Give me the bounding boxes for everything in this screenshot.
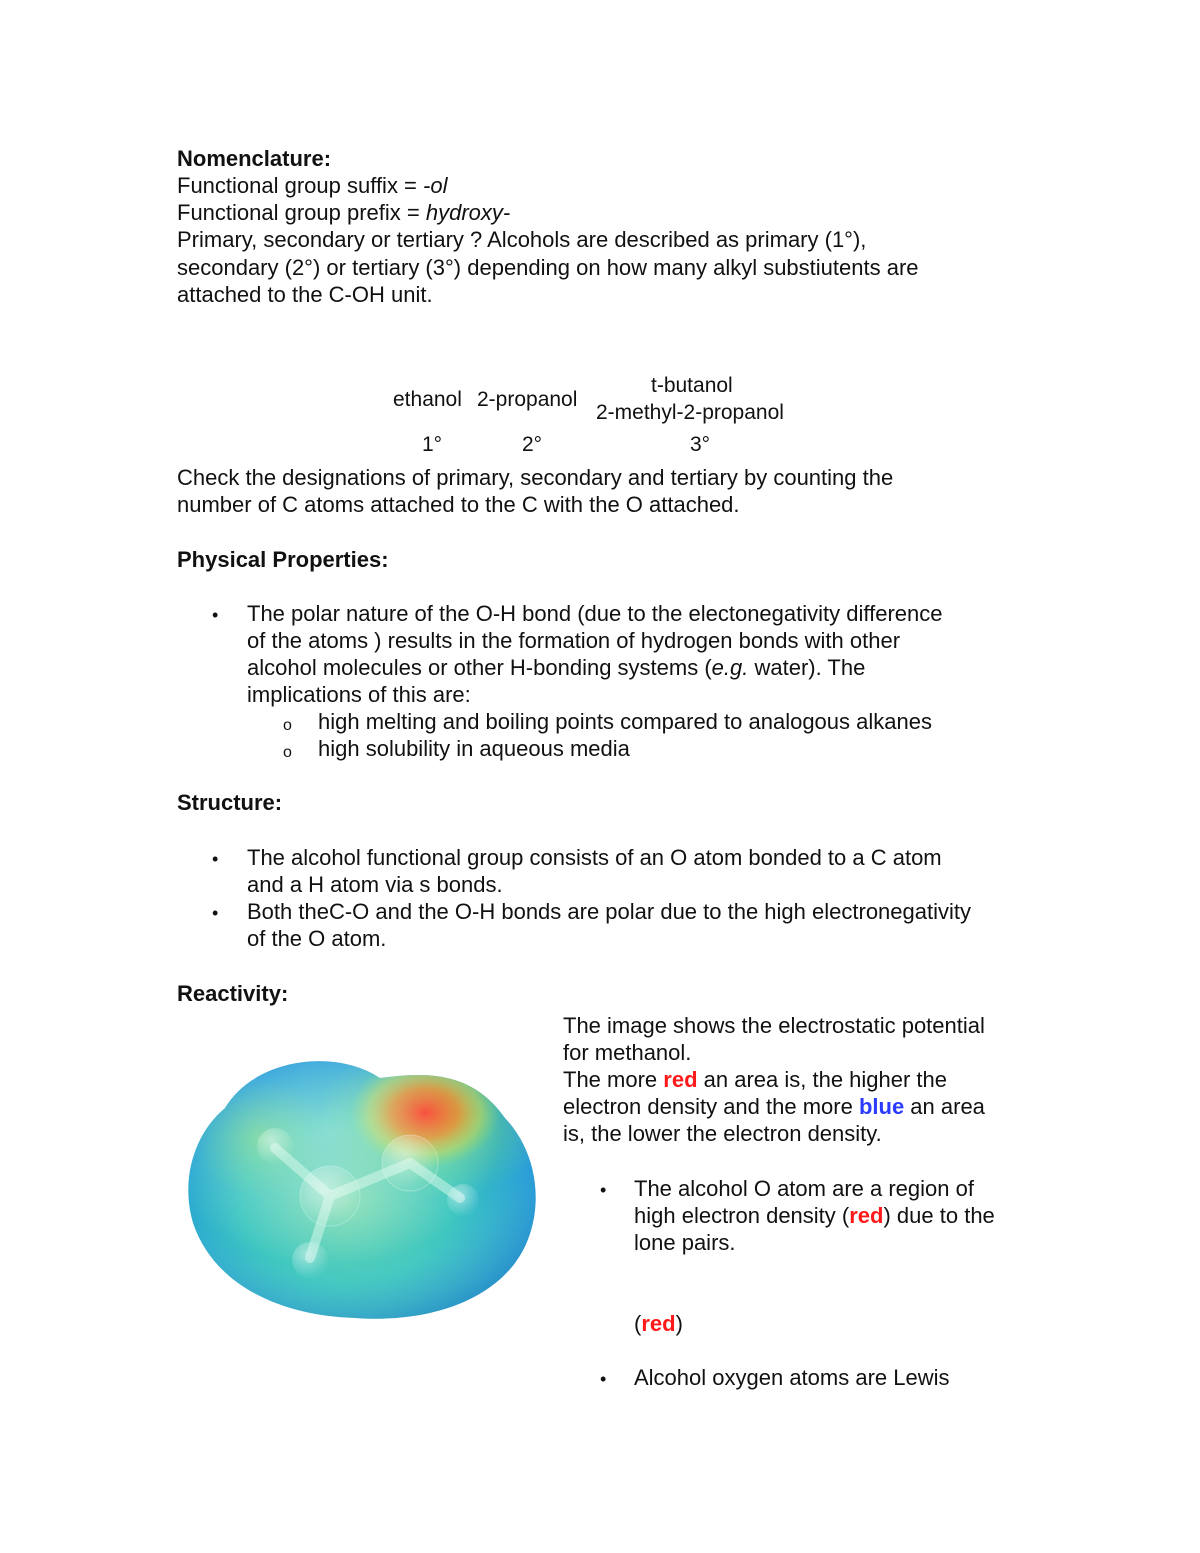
structure-bullet-line: of the O atom. <box>247 926 387 951</box>
structure-heading: Structure: <box>177 790 283 815</box>
classification-line: secondary (2°) or tertiary (3°) depending on how many alkyl substiutents are <box>177 255 919 280</box>
classification-line: attached to the C-OH unit. <box>177 282 433 307</box>
check-line: Check the designations of primary, secondary and tertiary by counting the <box>177 465 894 490</box>
bullet-icon: • <box>212 605 219 625</box>
text-span: an area <box>904 1094 985 1119</box>
bullet-icon: • <box>212 903 219 923</box>
reactivity-text-line <box>563 1066 947 1093</box>
bullet-icon: • <box>600 1369 607 1389</box>
open-paren: ( <box>634 1311 642 1336</box>
reactivity-text-line: The image shows the electrostatic potential <box>563 1013 985 1038</box>
structure-bullet-line: Both theC-O and the O-H bonds are polar due to the high electronegativity <box>247 899 971 924</box>
red-keyword: red <box>849 1203 884 1228</box>
reactivity-bullet-line <box>634 1202 995 1229</box>
close-paren: ) <box>675 1311 683 1336</box>
reactivity-bullet-line: Alcohol oxygen atoms are Lewis <box>634 1365 950 1390</box>
physical-properties-heading: Physical Properties: <box>177 547 389 572</box>
suffix-value: -ol <box>423 173 448 198</box>
text-span: alcohol molecules or other H-bonding systems ( <box>247 655 712 680</box>
suffix-label: Functional group suffix = <box>177 173 424 198</box>
text-span: water). The <box>748 655 866 680</box>
sub-bullet-icon: o <box>283 744 292 761</box>
red-keyword: red <box>663 1067 698 1092</box>
physical-bullet-line: implications of this are: <box>247 682 471 707</box>
physical-bullet-line: of the atoms ) results in the formation of hydrogen bonds with other <box>247 628 901 653</box>
degree-primary: 1° <box>422 433 443 456</box>
example-2-methyl-2-propanol: 2-methyl-2-propanol <box>596 401 784 424</box>
text-span: electron density and the more <box>563 1094 859 1119</box>
red-note <box>634 1310 683 1337</box>
prefix-label: Functional group prefix = <box>177 200 426 225</box>
structure-bullet-line: The alcohol functional group consists of an O atom bonded to a C atom <box>247 845 942 870</box>
physical-sub-item: high solubility in aqueous media <box>318 736 630 761</box>
physical-bullet-line <box>247 654 865 681</box>
physical-bullet-line: The polar nature of the O-H bond (due to the electonegativity difference <box>247 601 943 626</box>
eg-italic: e.g. <box>711 655 749 680</box>
example-t-butanol: t-butanol <box>651 374 733 397</box>
nomenclature-heading: Nomenclature: <box>177 146 332 171</box>
sub-bullet-icon: o <box>283 717 292 734</box>
structure-bullet-line: and a H atom via s bonds. <box>247 872 503 897</box>
bullet-icon: • <box>600 1180 607 1200</box>
physical-sub-item: high melting and boiling points compared to analogous alkanes <box>318 709 932 734</box>
degree-tertiary: 3° <box>690 433 711 456</box>
blue-keyword: blue <box>858 1094 905 1119</box>
reactivity-text-line <box>563 1093 985 1120</box>
text-span: ) due to the <box>883 1203 995 1228</box>
red-keyword: red <box>641 1311 676 1336</box>
reactivity-text-line: for methanol. <box>563 1040 692 1065</box>
check-line: number of C atoms attached to the C with the O attached. <box>177 492 740 517</box>
example-2-propanol: 2-propanol <box>477 388 578 411</box>
reactivity-bullet-line: The alcohol O atom are a region of <box>634 1176 974 1201</box>
text-span: high electron density ( <box>634 1203 850 1228</box>
suffix-line <box>177 172 447 199</box>
classification-line: Primary, secondary or tertiary ? Alcohols are described as primary (1°), <box>177 227 867 252</box>
reactivity-heading: Reactivity: <box>177 981 289 1006</box>
text-span: an area is, the higher the <box>697 1067 948 1092</box>
reactivity-bullet-line: lone pairs. <box>634 1230 736 1255</box>
methanol-esp-image <box>185 1048 545 1328</box>
example-ethanol: ethanol <box>393 388 462 411</box>
reactivity-text-line: is, the lower the electron density. <box>563 1121 882 1146</box>
text-span: The more <box>563 1067 664 1092</box>
bullet-icon: • <box>212 849 219 869</box>
prefix-value: hydroxy- <box>425 200 511 225</box>
prefix-line <box>177 199 510 226</box>
degree-secondary: 2° <box>522 433 543 456</box>
